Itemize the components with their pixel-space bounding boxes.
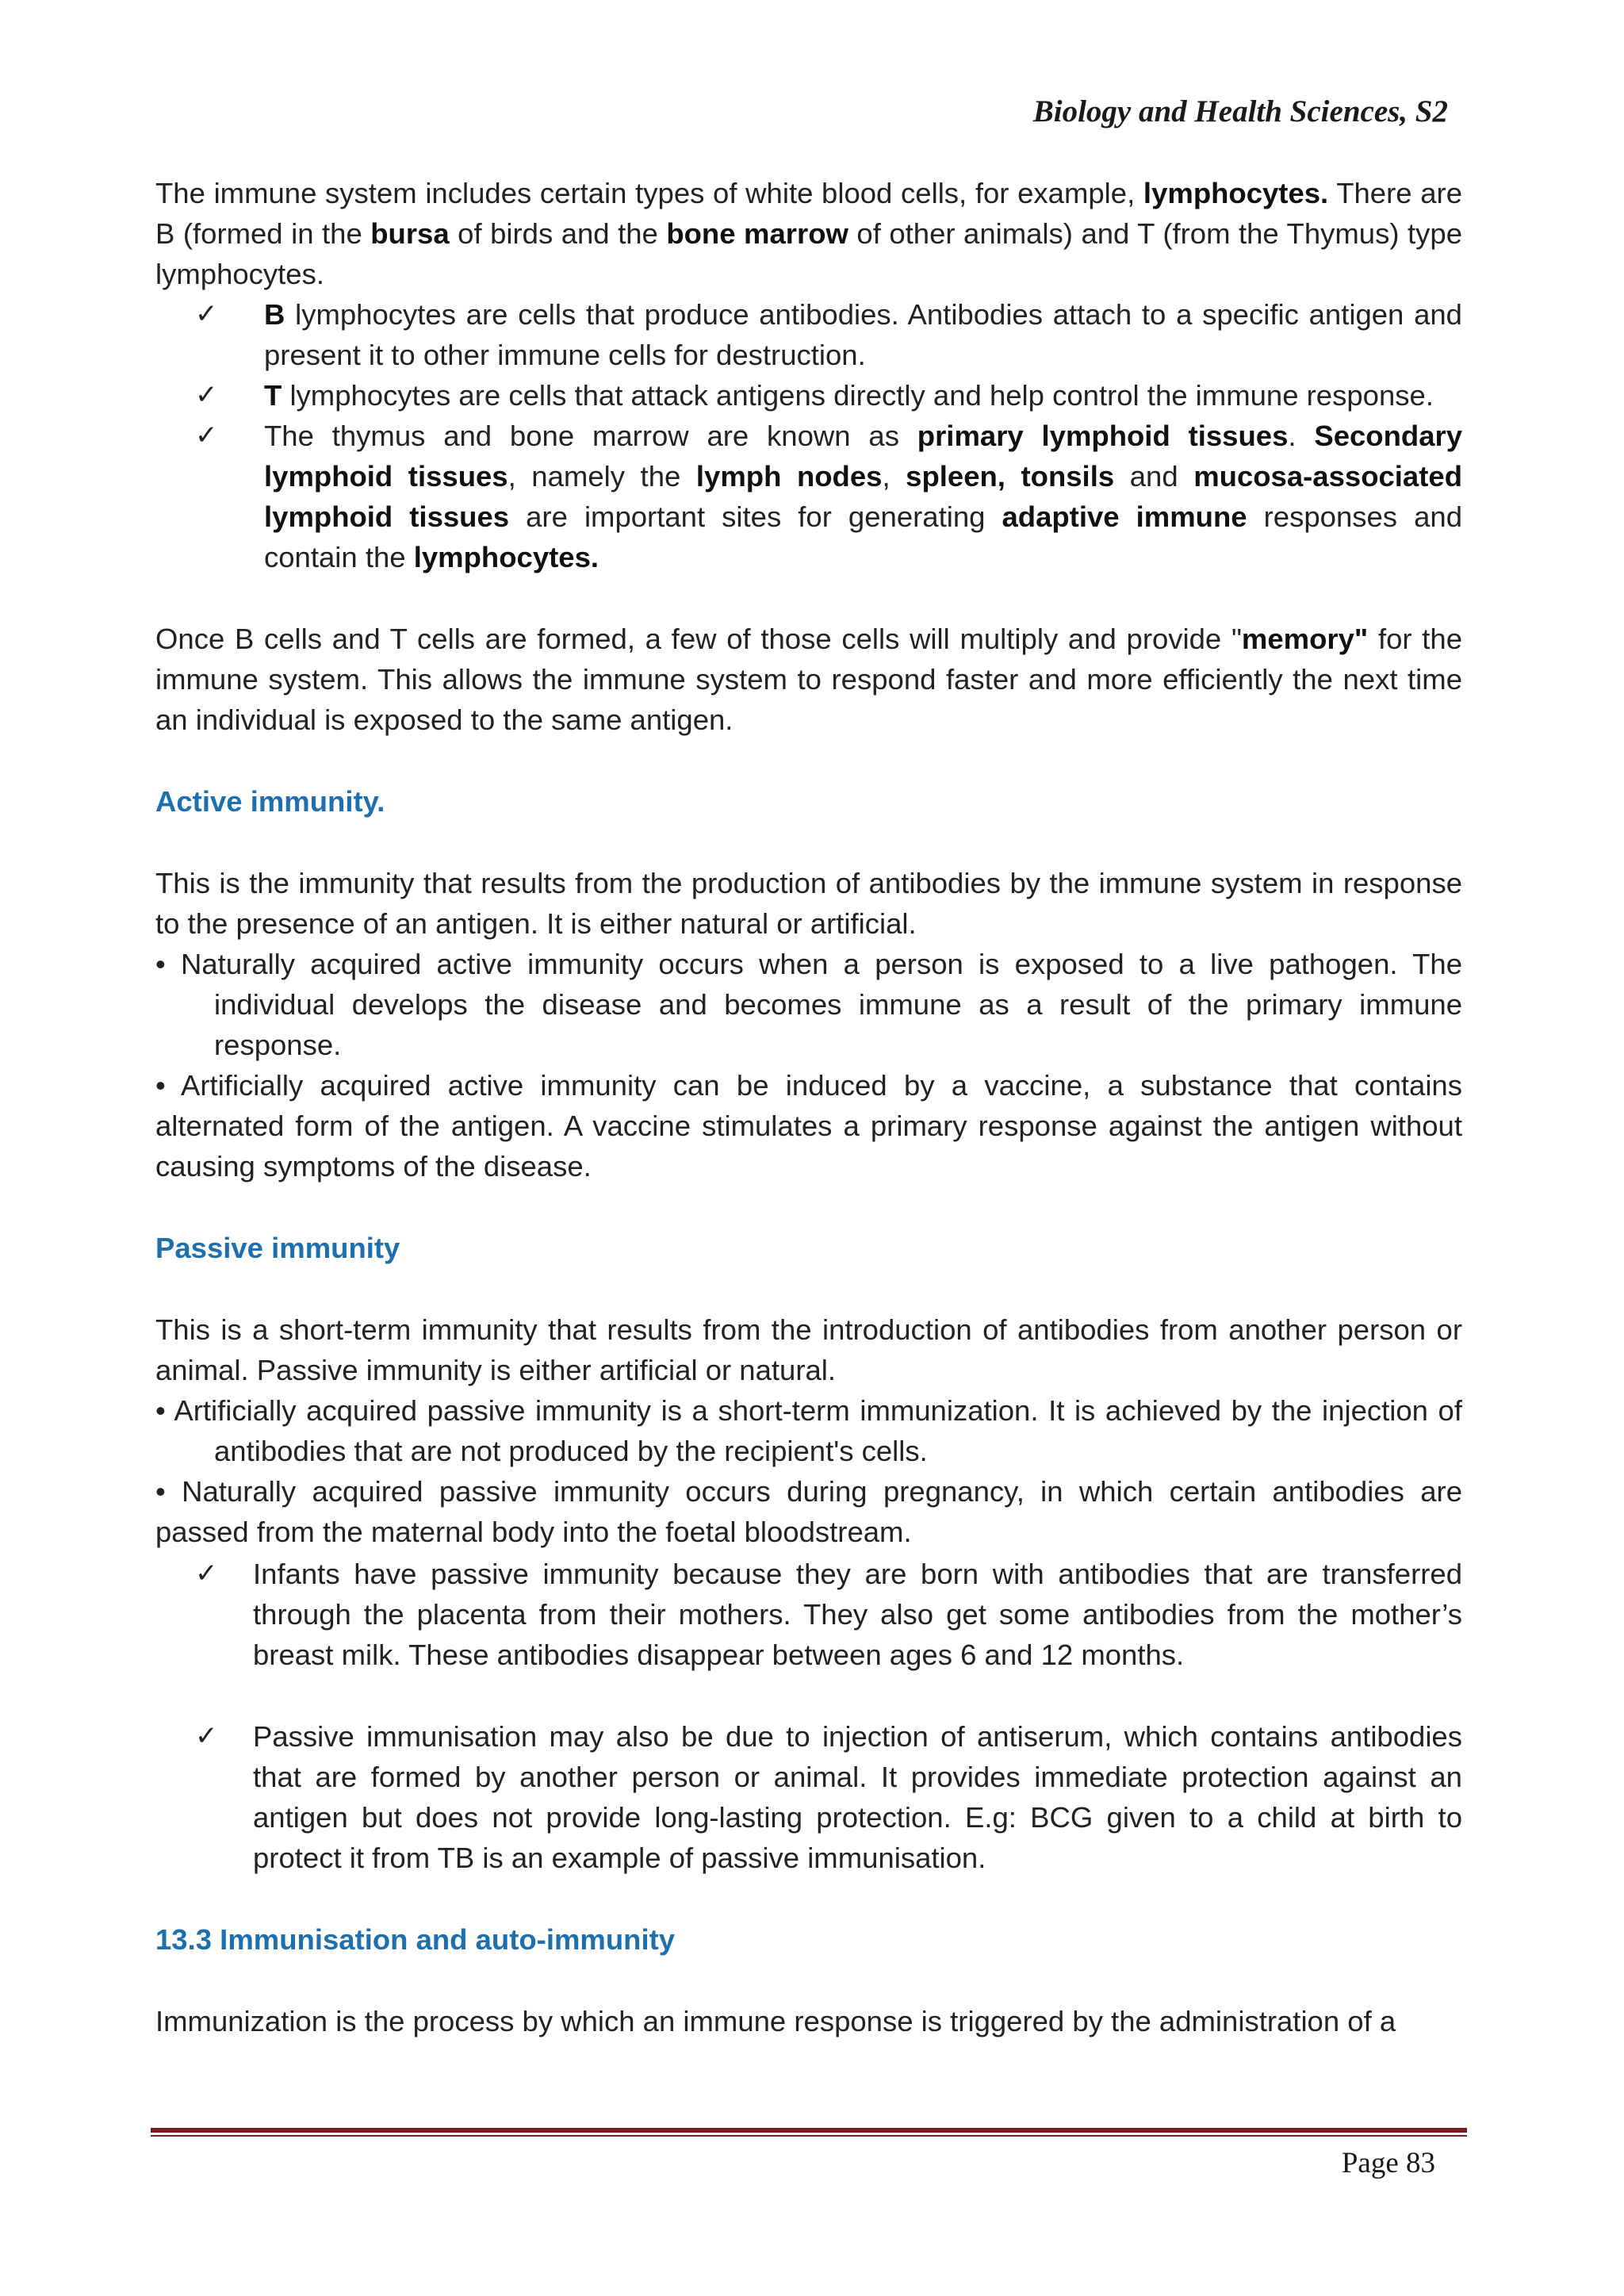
list-item: • Artificially acquired passive immunity is a short-term immunization. It is achieved by the injection of antibodies that are not produced by the recipient's cells.	[155, 1394, 1462, 1467]
list-item: ✓ T lymphocytes are cells that attack antigens directly and help control the immune response.	[155, 375, 1462, 416]
list-item: ✓ B lymphocytes are cells that produce antibodies. Antibodies attach to a specific antigen and present it to other immune cells for destruction.	[155, 294, 1462, 375]
active-paragraph: This is the immunity that results from the production of antibodies by the immune system in response to the presence of an antigen. It is either natural or artificial.	[155, 867, 1462, 940]
page-number: Page 83	[1341, 2147, 1435, 2179]
intro-paragraph: The immune system includes certain types of white blood cells, for example, lymphocytes. There are B (formed in the bursa of birds and the bone marrow of other animals) and T (from the Thymus) type lymphocytes.	[155, 177, 1462, 290]
checkmark-icon: ✓	[195, 380, 218, 410]
list-item: • Naturally acquired passive immunity occurs during pregnancy, in which certain antibodies are passed from the maternal body into the foetal bloodstream.	[155, 1475, 1462, 1548]
footer-divider	[151, 2128, 1467, 2137]
passive-paragraph: This is a short-term immunity that results from the introduction of antibodies from another person or animal. Passive immunity is either artificial or natural.	[155, 1313, 1462, 1386]
heading-passive-immunity: Passive immunity	[155, 1232, 400, 1264]
checkmark-icon: ✓	[195, 1721, 218, 1751]
list-item: ✓ Passive immunisation may also be due to injection of antiserum, which contains antibodies that are formed by another person or animal. It provides immediate protection against an antigen but does not provide long-lasting protection. E.g: BCG given to a child at birth to protect it from TB is an example of passive immunisation.	[155, 1716, 1462, 1878]
list-item: ✓ The thymus and bone marrow are known as primary lymphoid tissues. Secondary lymphoid tissues, namely the lymph nodes, spleen, tonsils and mucosa-associated lymphoid tissues are important sites for generating adaptive immune responses and contain the lymphocytes.	[155, 416, 1462, 577]
memory-paragraph: Once B cells and T cells are formed, a few of those cells will multiply and provide "memory" for the immune system. This allows the immune system to respond faster and more efficiently the next time an individual is exposed to the same antigen.	[155, 623, 1462, 736]
list-item: • Artificially acquired active immunity can be induced by a vaccine, a substance that contains alternated form of the antigen. A vaccine stimulates a primary response against the antigen without causing symptoms of the disease.	[155, 1069, 1462, 1182]
checkmark-icon: ✓	[195, 1558, 218, 1589]
page-content	[155, 173, 1462, 2041]
list-item: • Naturally acquired active immunity occurs when a person is exposed to a live pathogen. The individual develops the disease and becomes immune as a result of the primary immune response.	[155, 948, 1462, 1061]
lymphocyte-check-list	[155, 294, 1462, 577]
heading-active-immunity: Active immunity.	[155, 785, 385, 818]
checkmark-icon: ✓	[195, 299, 218, 329]
checkmark-icon: ✓	[195, 420, 218, 450]
immunization-paragraph: Immunization is the process by which an immune response is triggered by the administration of a	[155, 2005, 1396, 2037]
running-header: Biology and Health Sciences, S2	[1032, 94, 1448, 128]
heading-immunisation: 13.3 Immunisation and auto-immunity	[155, 1923, 676, 1956]
list-item: ✓ Infants have passive immunity because they are born with antibodies that are transferred through the placenta from their mothers. They also get some antibodies from the mother’s breast milk. These antibodies disappear between ages 6 and 12 months.	[155, 1554, 1462, 1675]
passive-check-list	[155, 1554, 1462, 1878]
